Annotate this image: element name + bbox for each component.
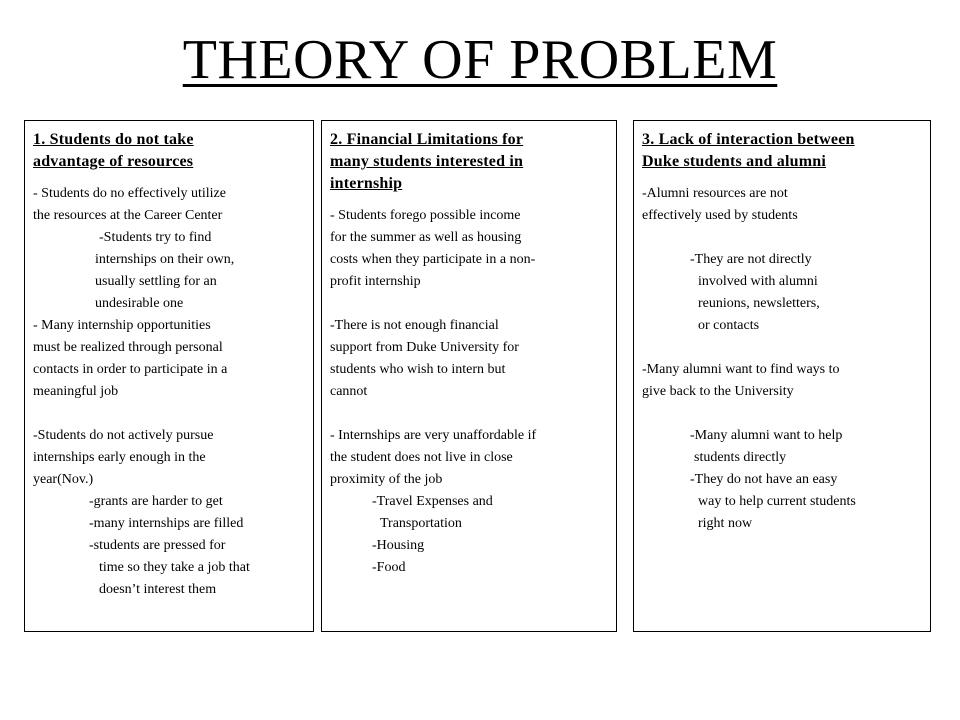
column-heading: 1. Students do not take advantage of resources (33, 131, 194, 170)
slide-title: THEORY OF PROBLEM (182, 29, 778, 91)
body-line: internships on their own, (95, 252, 235, 267)
column-financial-limitations (321, 120, 617, 632)
body-line: or contacts (698, 318, 760, 333)
body-line: contacts in order to participate in a (33, 362, 228, 377)
body-line: - Students do no effectively utilize (33, 186, 226, 201)
body-line: students who wish to intern but (330, 362, 506, 377)
body-line: involved with alumni (698, 274, 818, 289)
body-line: -Students do not actively pursue (33, 428, 214, 443)
body-line: effectively used by students (642, 208, 798, 223)
body-line: doesn’t interest them (99, 582, 217, 597)
body-line: usually settling for an (95, 274, 217, 289)
body-line: -Many alumni want to help (690, 428, 843, 443)
spacer (642, 403, 922, 425)
body-line: profit internship (330, 274, 421, 289)
body-line: -Students try to find (99, 230, 212, 245)
body-line: -grants are harder to get (89, 494, 223, 509)
body-line: -students are pressed for (89, 538, 226, 553)
column-students-resources (24, 120, 314, 632)
body-line: -Food (372, 560, 406, 575)
body-line: way to help current students (698, 494, 856, 509)
body-line: time so they take a job that (99, 560, 250, 575)
body-line: internships early enough in the (33, 450, 206, 465)
body-line: meaningful job (33, 384, 119, 399)
body-line: -Travel Expenses and (372, 494, 493, 509)
column-heading: 3. Lack of interaction between Duke students and alumni (642, 131, 855, 170)
spacer (642, 227, 922, 249)
body-line: right now (698, 516, 753, 531)
body-line: proximity of the job (330, 472, 443, 487)
body-line: the student does not live in close (330, 450, 513, 465)
column-alumni-interaction (633, 120, 931, 632)
spacer (33, 403, 305, 425)
body-line: the resources at the Career Center (33, 208, 223, 223)
body-line: support from Duke University for (330, 340, 519, 355)
body-line: students directly (694, 450, 787, 465)
body-line: -They are not directly (690, 252, 812, 267)
body-line: - Students forego possible income (330, 208, 521, 223)
spacer (330, 293, 608, 315)
body-line: costs when they participate in a non- (330, 252, 536, 267)
body-line: reunions, newsletters, (698, 296, 820, 311)
column-heading: 2. Financial Limitations for many students interested in internship (330, 131, 524, 192)
body-line: -many internships are filled (89, 516, 244, 531)
body-line: year(Nov.) (33, 472, 94, 487)
body-line: for the summer as well as housing (330, 230, 522, 245)
body-line: cannot (330, 384, 368, 399)
body-line: undesirable one (95, 296, 184, 311)
body-line: must be realized through personal (33, 340, 223, 355)
body-line: -There is not enough financial (330, 318, 499, 333)
body-line: give back to the University (642, 384, 794, 399)
spacer (642, 337, 922, 359)
body-line: -Alumni resources are not (642, 186, 788, 201)
body-line: Transportation (380, 516, 462, 531)
body-line: - Many internship opportunities (33, 318, 211, 333)
body-line: -Housing (372, 538, 425, 553)
body-line: -Many alumni want to find ways to (642, 362, 840, 377)
body-line: -They do not have an easy (690, 472, 838, 487)
body-line: - Internships are very unaffordable if (330, 428, 537, 443)
spacer (330, 403, 608, 425)
